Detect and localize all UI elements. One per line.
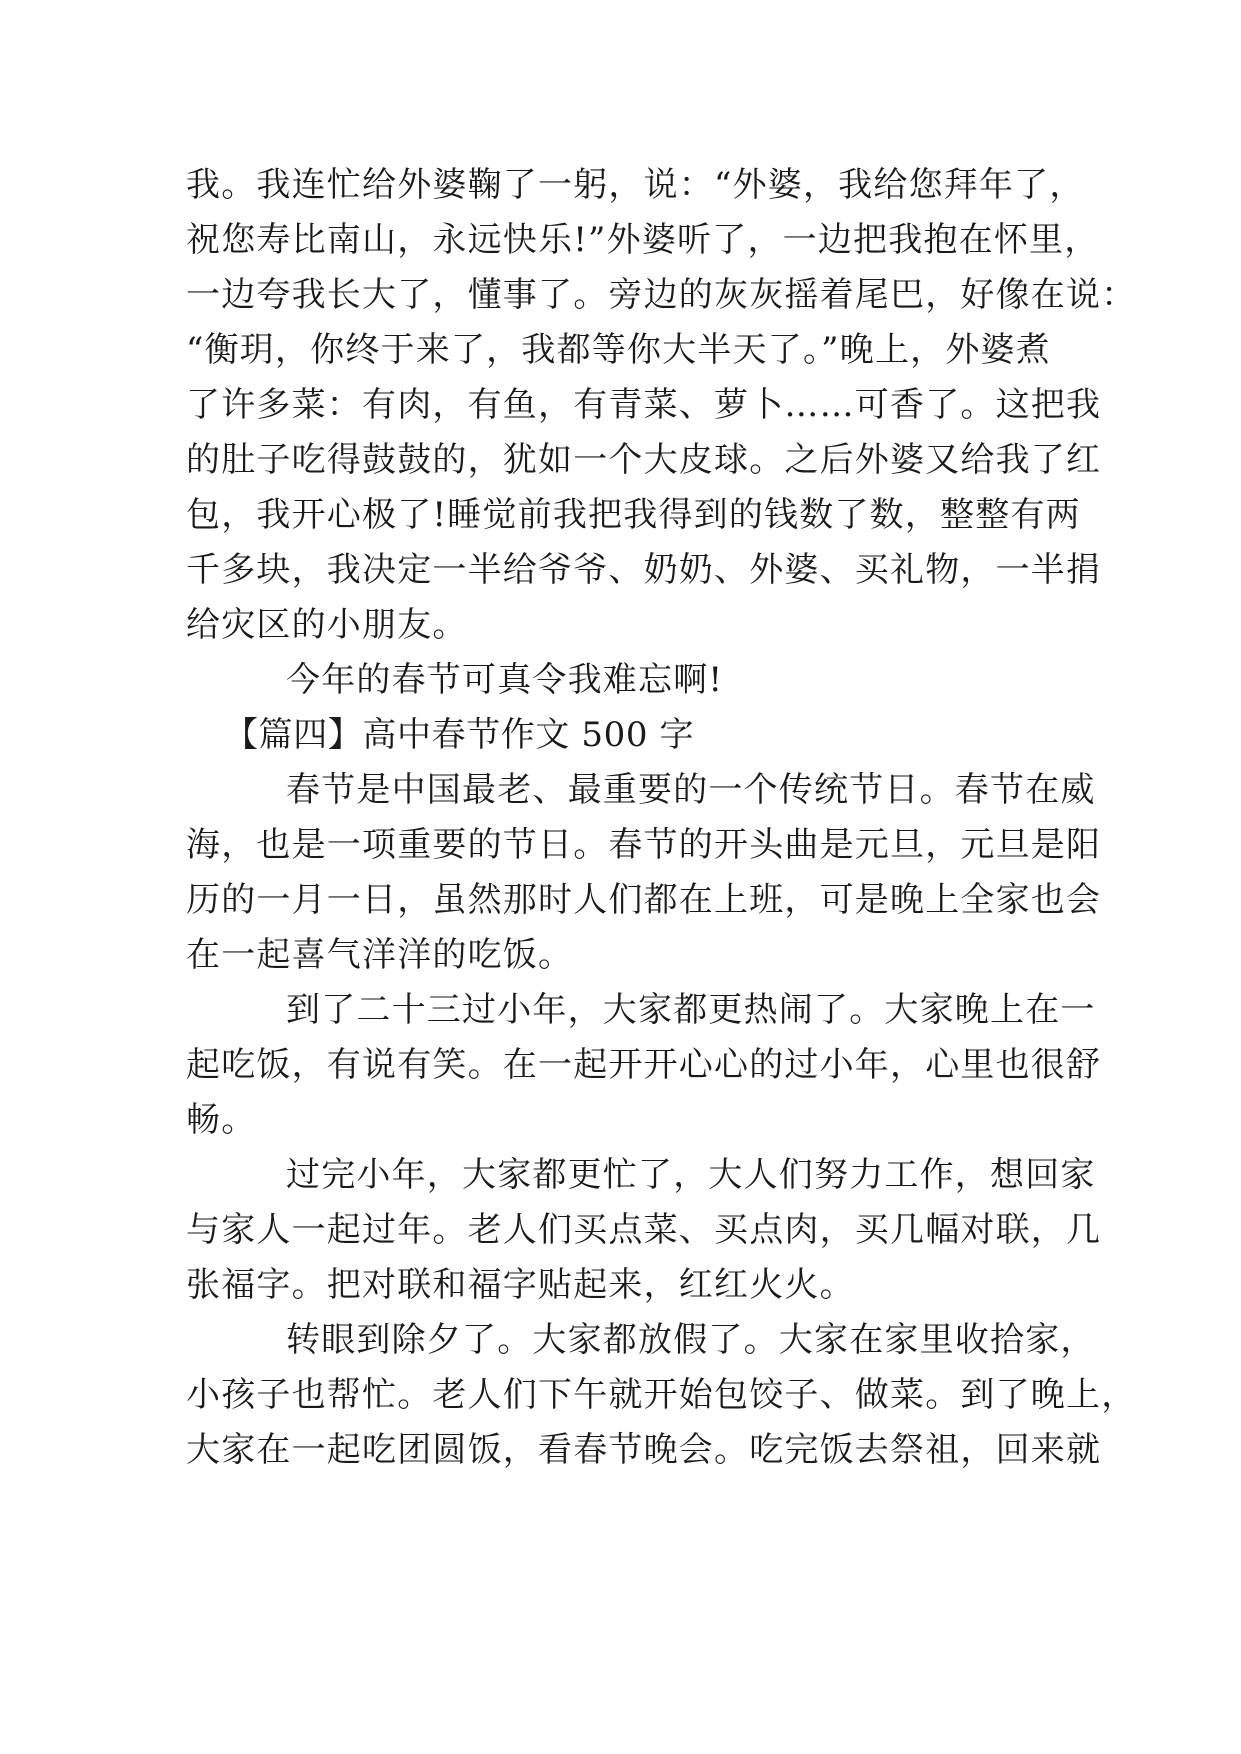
text-line: 起吃饭，有说有笑。在一起开开心心的过小年，心里也很舒 <box>186 1045 1102 1085</box>
text-line: 畅。 <box>186 1100 257 1140</box>
text-line: 张福字。把对联和福字贴起来，红红火火。 <box>186 1265 855 1305</box>
text-line: 历的一月一日，虽然那时人们都在上班，可是晚上全家也会 <box>186 880 1102 920</box>
paragraph-first-line: 过完小年，大家都更忙了，大人们努力工作，想回家 <box>286 1155 1096 1195</box>
text-line: 的肚子吃得鼓鼓的，犹如一个大皮球。之后外婆又给我了红 <box>186 440 1102 480</box>
text-line: 给灾区的小朋友。 <box>186 605 468 645</box>
text-line: 一边夸我长大了，懂事了。旁边的灰灰摇着尾巴，好像在说： <box>186 275 1137 315</box>
text-line: 千多块，我决定一半给爷爷、奶奶、外婆、买礼物，一半捐 <box>186 550 1102 590</box>
text-line: 了许多菜：有肉，有鱼，有青菜、萝卜……可香了。这把我 <box>186 385 1102 425</box>
paragraph-first-line: 春节是中国最老、最重要的一个传统节日。春节在威 <box>286 770 1096 810</box>
paragraph-first-line: 今年的春节可真令我难忘啊! <box>286 660 724 700</box>
paragraph-first-line: 到了二十三过小年，大家都更热闹了。大家晚上在一 <box>286 990 1096 1030</box>
text-line: 与家人一起过年。老人们买点菜、买点肉，买几幅对联，几 <box>186 1210 1102 1250</box>
text-line: 小孩子也帮忙。老人们下午就开始包饺子、做菜。到了晚上， <box>186 1375 1137 1415</box>
text-line: 包，我开心极了!睡觉前我把我得到的钱数了数，整整有两 <box>186 495 1081 535</box>
paragraph-first-line: 转眼到除夕了。大家都放假了。大家在家里收拾家， <box>286 1320 1096 1360</box>
text-line: 祝您寿比南山，永远快乐!”外婆听了，一边把我抱在怀里， <box>186 220 1100 260</box>
text-line: “衡玥，你终于来了，我都等你大半天了。”晚上，外婆煮 <box>186 330 1051 370</box>
text-line: 在一起喜气洋洋的吃饭。 <box>186 935 574 975</box>
section-heading: 【篇四】高中春节作文 500 字 <box>224 715 695 755</box>
text-line: 大家在一起吃团圆饭，看春节晚会。吃完饭去祭祖，回来就 <box>186 1430 1102 1470</box>
text-line: 我。我连忙给外婆鞠了一躬，说：“外婆，我给您拜年了， <box>186 165 1085 205</box>
document-body <box>186 158 1137 1478</box>
text-line: 海，也是一项重要的节日。春节的开头曲是元旦，元旦是阳 <box>186 825 1102 865</box>
